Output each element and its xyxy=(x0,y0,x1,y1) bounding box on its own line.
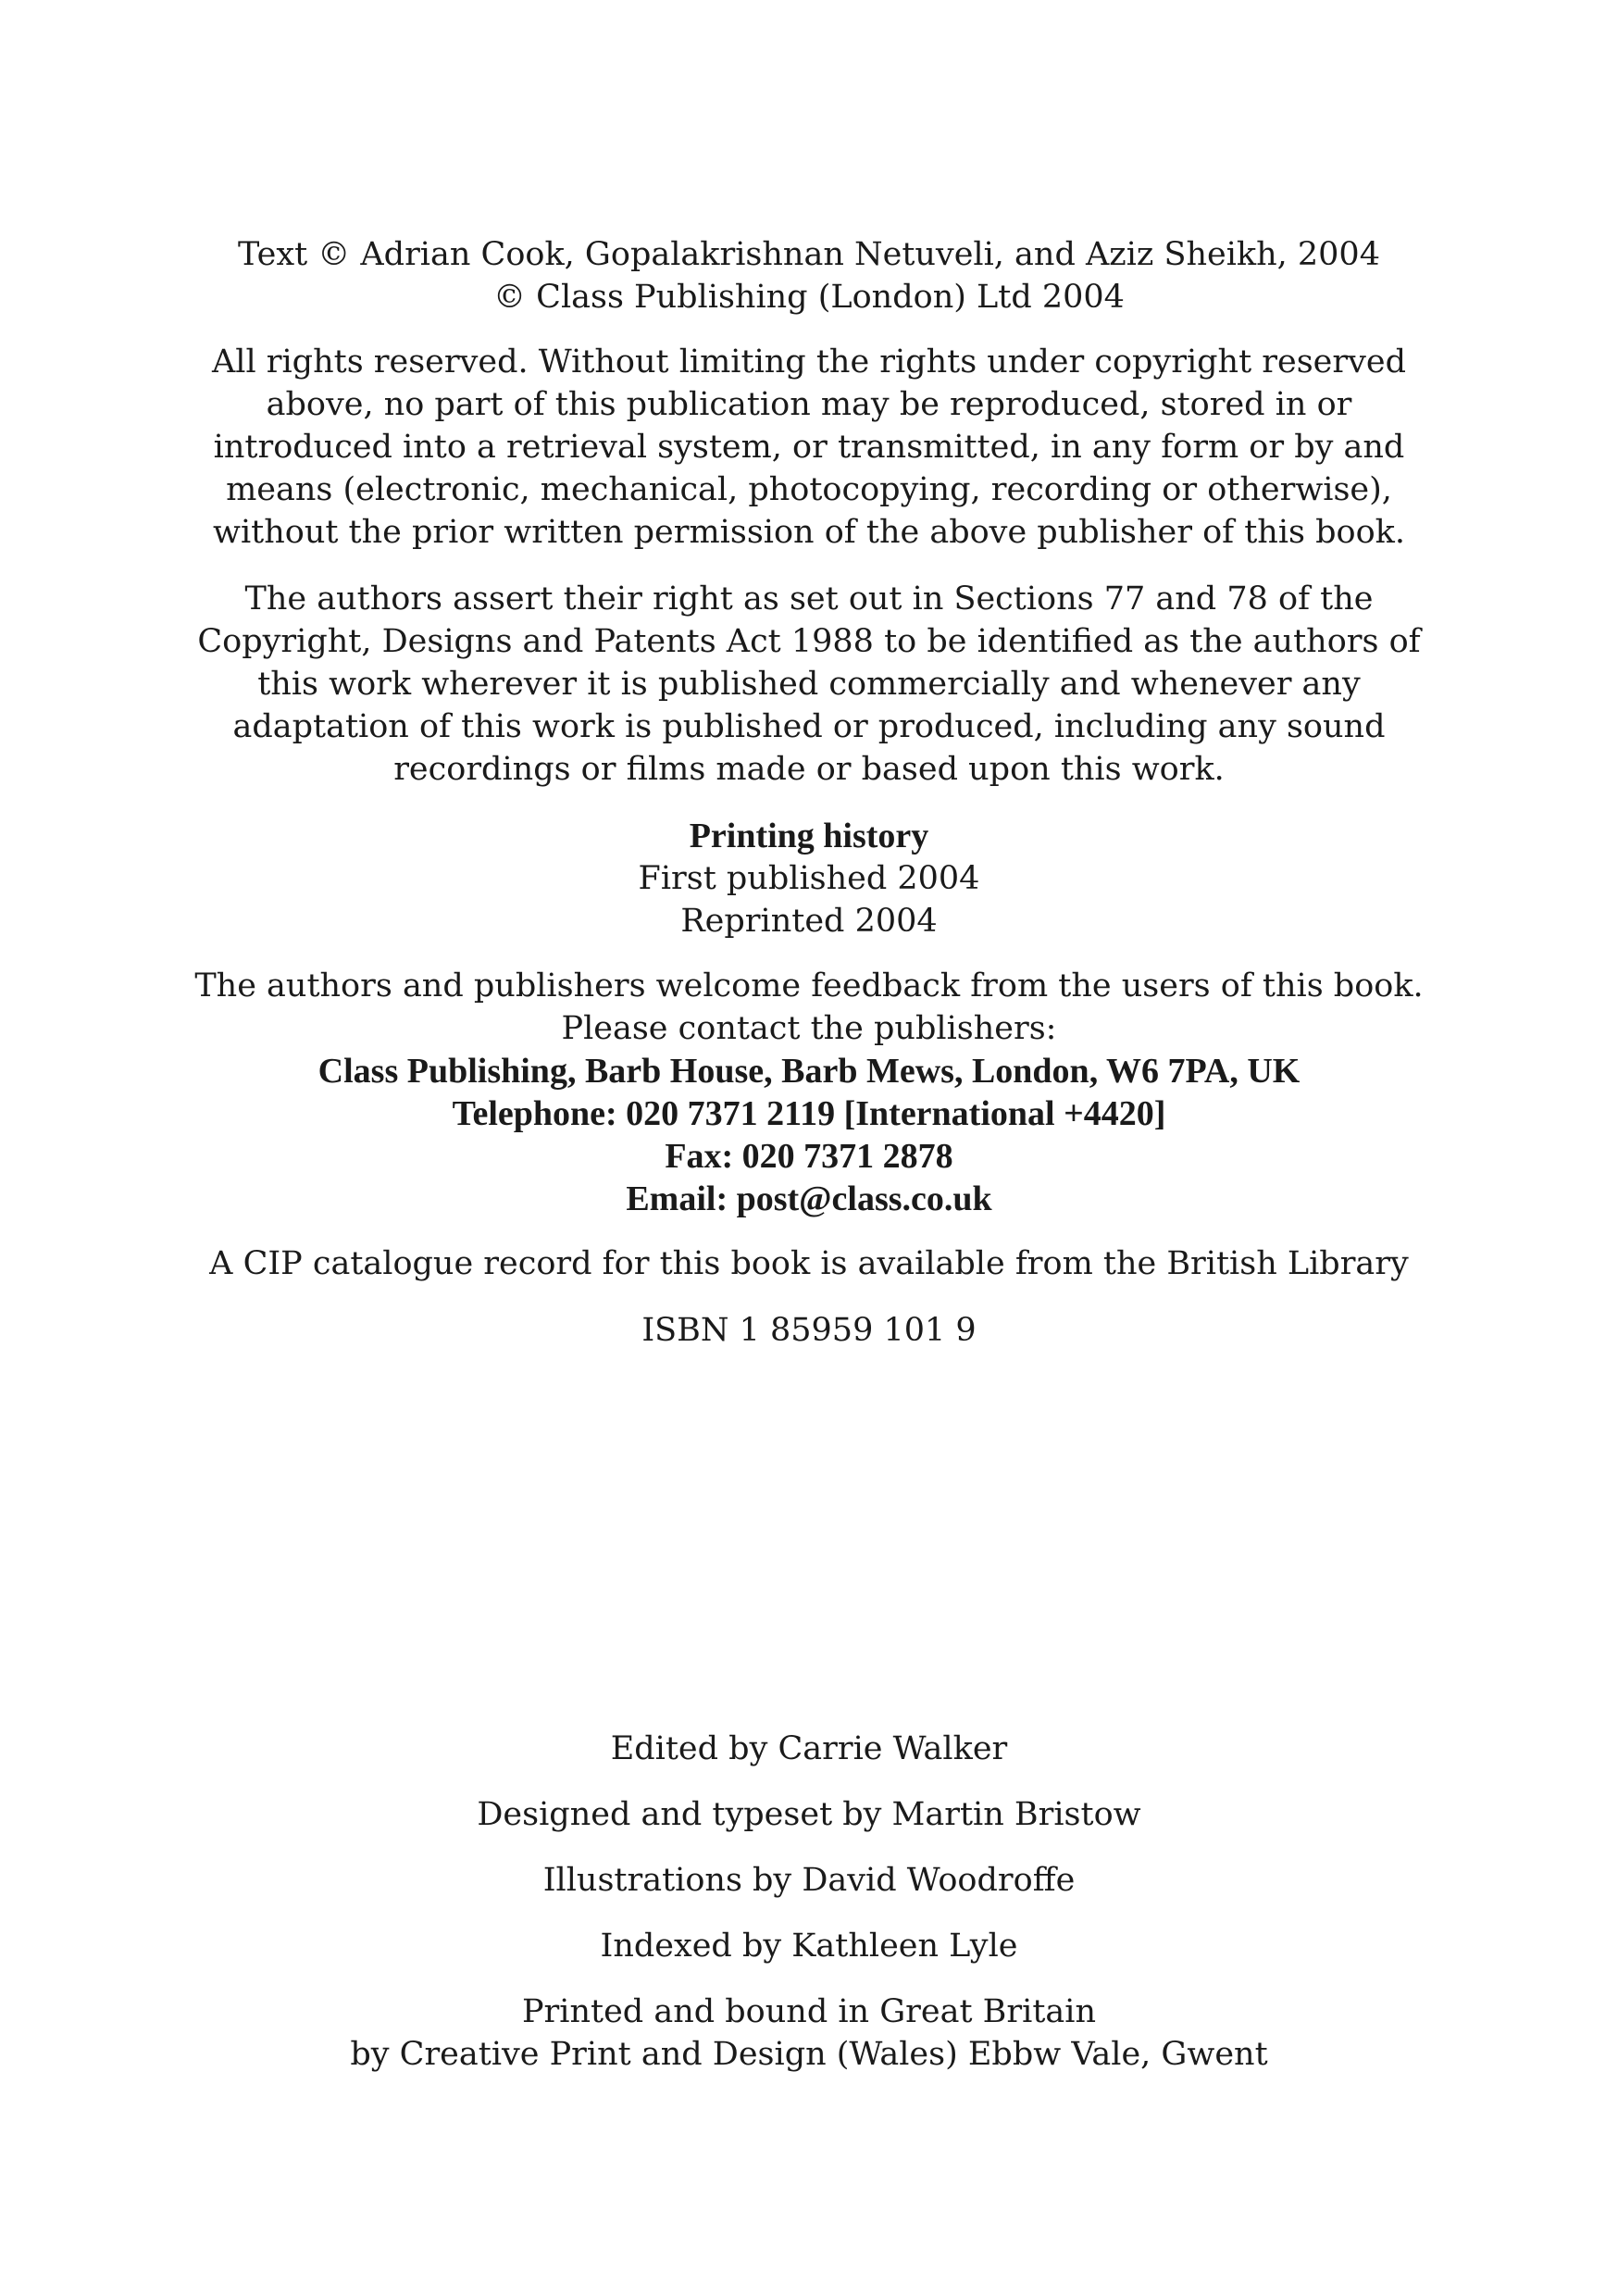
indexer-credit xyxy=(0,1925,1618,1967)
publisher-email: Email: post@class.co.uk xyxy=(626,1179,992,1218)
assertion-line: recordings or films made or based upon this work. xyxy=(393,751,1225,788)
printing-history-heading: Printing history xyxy=(689,817,929,855)
designer-credit xyxy=(0,1793,1618,1836)
isbn xyxy=(0,1309,1618,1352)
printer-credit-line: by Creative Print and Design (Wales) Ebbw Vale, Gwent xyxy=(350,2036,1268,2073)
rights-line: without the prior written permission of the above publisher of this book. xyxy=(212,514,1406,551)
editor-credit xyxy=(0,1728,1618,1770)
assertion-line: Copyright, Designs and Patents Act 1988 to be identified as the authors of xyxy=(197,623,1421,660)
copyright-notice xyxy=(0,233,1618,318)
copyright-text-line: Text © Adrian Cook, Gopalakrishnan Netuveli, and Aziz Sheikh, 2004 xyxy=(238,236,1380,273)
assertion-line: The authors assert their right as set out in Sections 77 and 78 of the xyxy=(244,580,1374,618)
rights-line: introduced into a retrieval system, or transmitted, in any form or by and xyxy=(213,429,1405,466)
rights-line: All rights reserved. Without limiting the rights under copyright reserved xyxy=(211,343,1407,381)
publisher-contact xyxy=(0,965,1618,1220)
isbn-line: ISBN 1 85959 101 9 xyxy=(641,1312,977,1349)
printing-history xyxy=(0,815,1618,942)
rights-line: means (electronic, mechanical, photocopying, recording or otherwise), xyxy=(226,471,1392,508)
publisher-fax: Fax: 020 7371 2878 xyxy=(665,1137,953,1176)
cip-notice xyxy=(0,1242,1618,1285)
cip-line: A CIP catalogue record for this book is available from the British Library xyxy=(209,1245,1409,1282)
rights-reserved-paragraph xyxy=(0,341,1618,554)
publisher-address: Class Publishing, Barb House, Barb Mews, London, W6 7PA, UK xyxy=(317,1052,1301,1091)
reprinted: Reprinted 2004 xyxy=(680,903,938,940)
assertion-line: adaptation of this work is published or produced, including any sound xyxy=(232,708,1386,745)
indexer-credit-text: Indexed by Kathleen Lyle xyxy=(600,1928,1018,1965)
feedback-line: The authors and publishers welcome feedback from the users of this book. xyxy=(194,967,1424,1004)
assertion-line: this work wherever it is published commercially and whenever any xyxy=(257,666,1361,703)
publisher-telephone: Telephone: 020 7371 2119 [International +4420] xyxy=(452,1094,1166,1133)
authors-assertion-paragraph xyxy=(0,578,1618,791)
contact-prompt: Please contact the publishers: xyxy=(561,1010,1057,1047)
designer-credit-text: Designed and typeset by Martin Bristow xyxy=(477,1796,1141,1833)
illustrator-credit xyxy=(0,1859,1618,1902)
illustrator-credit-text: Illustrations by David Woodroffe xyxy=(542,1862,1076,1899)
editor-credit-text: Edited by Carrie Walker xyxy=(610,1730,1008,1767)
copyright-publisher-line: © Class Publishing (London) Ltd 2004 xyxy=(493,279,1125,316)
printer-credit xyxy=(0,1990,1618,2076)
printer-credit-line: Printed and bound in Great Britain xyxy=(522,1993,1096,2030)
rights-line: above, no part of this publication may be reproduced, stored in or xyxy=(266,386,1352,423)
first-published: First published 2004 xyxy=(638,860,980,897)
